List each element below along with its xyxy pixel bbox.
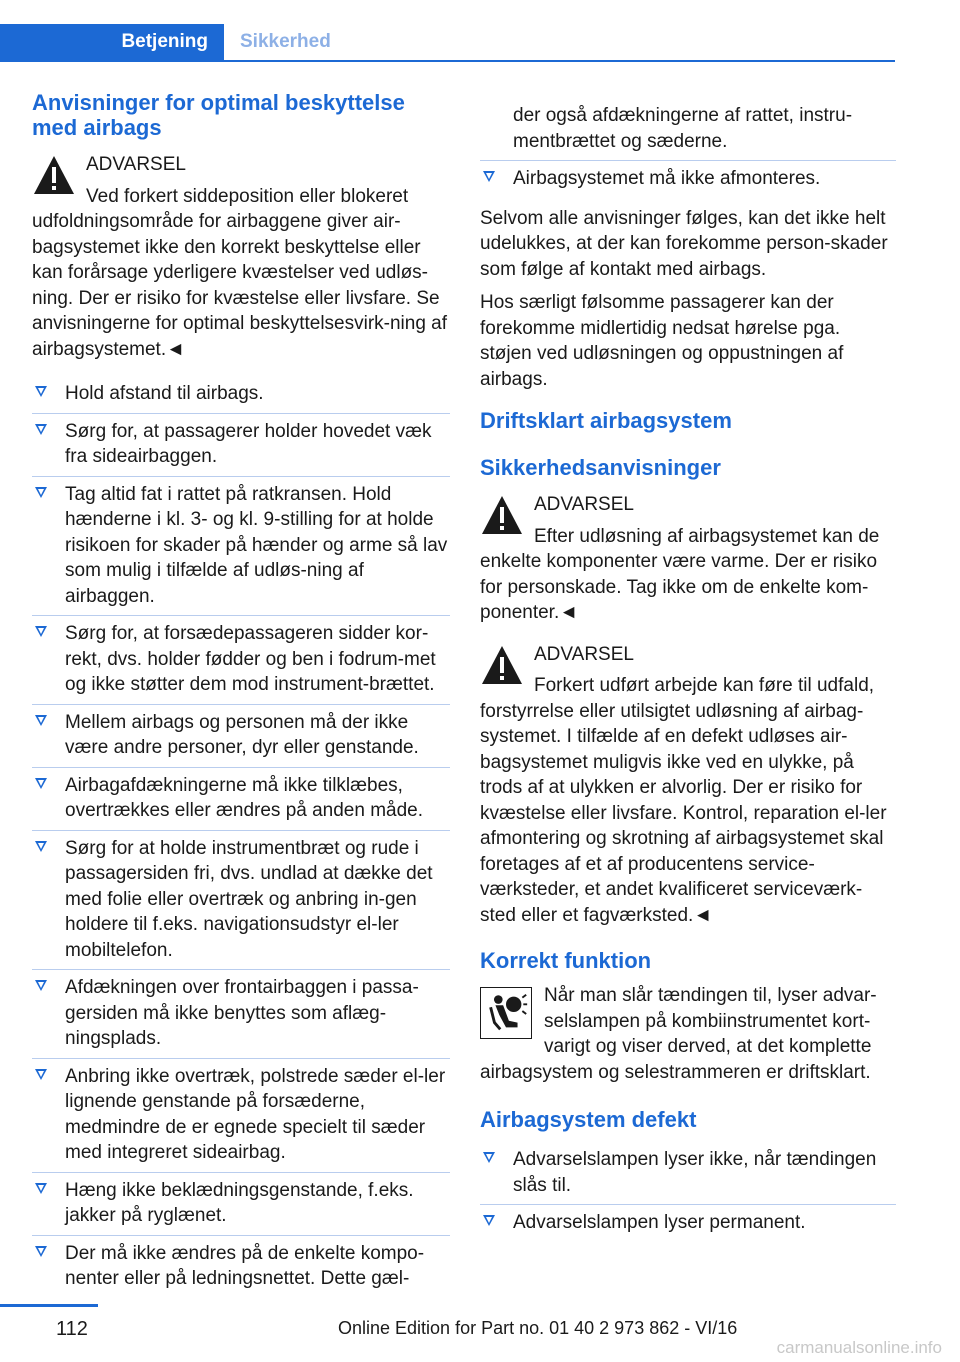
warning-text: Ved forkert siddeposition eller blokeret udfoldningsområde for airbaggene giver air-bagsystemet ikke den korrekt beskyttelse eller kan forårsage yderligere kvæstelser ved udløs-ning. Der er risiko for kvæstelse eller livsfare. Se anvisningerne for optimal beskyttelsesvirk-ning af airbagsystemet.◄	[32, 185, 448, 360]
list-item-text: Mellem airbags og personen må der ikke være andre personer, dyr eller genstande.	[65, 711, 419, 758]
triangle-bullet-icon	[35, 778, 47, 789]
triangle-bullet-icon	[35, 1246, 47, 1257]
section-heading-airbag-defekt: Airbagsystem defekt	[480, 1107, 697, 1132]
list-item-continued	[480, 103, 896, 161]
warning-label: ADVARSEL	[534, 494, 634, 515]
defect-list	[480, 1142, 896, 1242]
list-item	[32, 831, 450, 971]
triangle-bullet-icon	[35, 424, 47, 435]
list-item	[32, 376, 450, 414]
warning-triangle-icon	[32, 154, 76, 196]
page-number: 112	[56, 1318, 88, 1340]
warning-block	[480, 640, 896, 929]
tab-sikkerhed[interactable]: Sikkerhed	[240, 31, 331, 52]
warning-triangle-icon	[480, 644, 524, 686]
function-block	[480, 983, 896, 1085]
list-item	[32, 705, 450, 768]
function-text: Når man slår tændingen til, lyser advar-selslampen på kombiinstrumentet kort-varigt og viser derved, at det komplette airbagsystem og selestrammeren er driftsklart.	[480, 985, 877, 1083]
triangle-bullet-icon	[483, 1152, 495, 1163]
triangle-bullet-icon	[35, 626, 47, 637]
tab-betjening[interactable]: Betjening	[0, 24, 224, 60]
list-item-text: Tag altid fat i rattet på ratkransen. Hold hænderne i kl. 3- og kl. 9-stilling for at holde risikoen for skader på hænder og arme så lav som mulig i tilfælde af udløs-ning af airbaggen.	[65, 483, 448, 607]
list-item	[32, 616, 450, 705]
list-item-text: Advarselslampen lyser permanent.	[513, 1212, 806, 1233]
advice-list-continued	[480, 103, 896, 198]
list-item	[480, 1142, 896, 1205]
warning-text: Efter udløsning af airbagsystemet kan de enkelte komponenter være varme. Der er risiko for personskade. Tag ikke om de enkelte kom-ponenter.◄	[480, 525, 880, 623]
watermark: carmanualsonline.info	[776, 1338, 942, 1357]
list-item	[32, 970, 450, 1059]
section-heading-sikkerhed: Sikkerhedsanvisninger	[480, 455, 721, 480]
list-item	[480, 1205, 896, 1242]
advice-list	[32, 376, 450, 1298]
airbag-warning-lamp-icon	[480, 987, 532, 1039]
triangle-bullet-icon	[35, 1069, 47, 1080]
warning-block	[32, 150, 450, 362]
right-column	[480, 103, 896, 1250]
list-item-text: der også afdækningerne af rattet, instru-mentbrættet og sæderne.	[513, 105, 853, 152]
list-item-text: Advarselslampen lyser ikke, når tændingen slås til.	[513, 1149, 877, 1196]
list-item-text: Airbagsystemet må ikke afmonteres.	[513, 168, 821, 189]
warning-text: Forkert udført arbejde kan føre til udfald, forstyrrelse eller utilsigtet udløsning af airbag-systemet. I tilfælde af en defekt udløses air-bagsystemet muligvis ikke ved en ulykke, på trods af at ulykken er alvorlig. Der er risiko for kvæstelse eller livsfare. Kontrol, reparation el-ler afmontering og skrotning af airbagsystemet skal foretages af et af producentens service-værksteder, et andet kvalificeret serviceværk-sted eller et fagværksted.◄	[480, 675, 887, 926]
section-heading-korrekt-funktion: Korrekt funktion	[480, 948, 652, 973]
warning-triangle-icon	[480, 494, 524, 536]
list-item-text: Sørg for, at passagerer holder hovedet væk fra sideairbaggen.	[65, 420, 432, 467]
list-item-text: Der må ikke ændres på de enkelte kompo-nenter eller på ledningsnettet. Dette gæl-	[65, 1242, 425, 1289]
list-item	[32, 1173, 450, 1236]
paragraph: Hos særligt følsomme passagerer kan der forekomme midlertidig nedsat hørelse pga. støjen ved udløsningen og oppustningen af airbags.	[480, 292, 844, 390]
list-item	[32, 1059, 450, 1173]
list-item-text: Airbagafdækningerne må ikke tilklæbes, overtrækkes eller ændres på anden måde.	[65, 774, 424, 821]
list-item-text: Sørg for at holde instrumentbræt og rude i passagersiden fri, dvs. undlad at dække det med folie eller overtræk og anbring in-gen holdere til f.eks. navigationsudstyr el-ler mobiltelefon.	[65, 837, 433, 961]
paragraph: Selvom alle anvisninger følges, kan det ikke helt udelukkes, at der kan forekomme person-skader som følge af kontakt med airbags.	[480, 207, 888, 280]
list-item-text: Sørg for, at forsædepassageren sidder kor-rekt, dvs. holder fødder og ben i fodrum-met og ikke støtter dem mod instrument-brættet.	[65, 623, 436, 695]
left-column	[32, 90, 450, 1306]
triangle-bullet-icon	[35, 841, 47, 852]
list-item	[32, 414, 450, 477]
section-tabs	[0, 24, 895, 62]
triangle-bullet-icon	[483, 171, 495, 182]
triangle-bullet-icon	[35, 715, 47, 726]
list-item-text: Hæng ikke beklædningsgenstande, f.eks. jakker på ryglænet.	[65, 1179, 414, 1226]
list-item-text: Afdækningen over frontairbaggen i passa-gersiden må ikke benyttes som aflæg-ningsplads.	[65, 977, 419, 1049]
triangle-bullet-icon	[483, 1215, 495, 1226]
section-heading-airbag-advice: Anvisninger for optimal beskyttelse med airbags	[32, 90, 405, 140]
section-heading-driftsklart: Driftsklart airbagsystem	[480, 408, 732, 433]
warning-label: ADVARSEL	[86, 154, 186, 175]
list-item-text: Hold afstand til airbags.	[65, 383, 264, 404]
header-rule	[0, 60, 895, 62]
list-item	[480, 161, 896, 198]
warning-label: ADVARSEL	[534, 643, 634, 665]
warning-block	[480, 490, 896, 626]
triangle-bullet-icon	[35, 980, 47, 991]
list-item	[32, 768, 450, 831]
triangle-bullet-icon	[35, 487, 47, 498]
list-item-text: Anbring ikke overtræk, polstrede sæder el-ler lignende genstande på forsæderne, medmindre de er egnede specielt til sæder med integreret sideairbag.	[65, 1065, 446, 1163]
list-item	[32, 1236, 450, 1298]
footer-rule	[0, 1304, 98, 1307]
edition-text: Online Edition for Part no. 01 40 2 973 862 - VI/16	[338, 1318, 738, 1338]
triangle-bullet-icon	[35, 386, 47, 397]
triangle-bullet-icon	[35, 1183, 47, 1194]
list-item	[32, 477, 450, 617]
